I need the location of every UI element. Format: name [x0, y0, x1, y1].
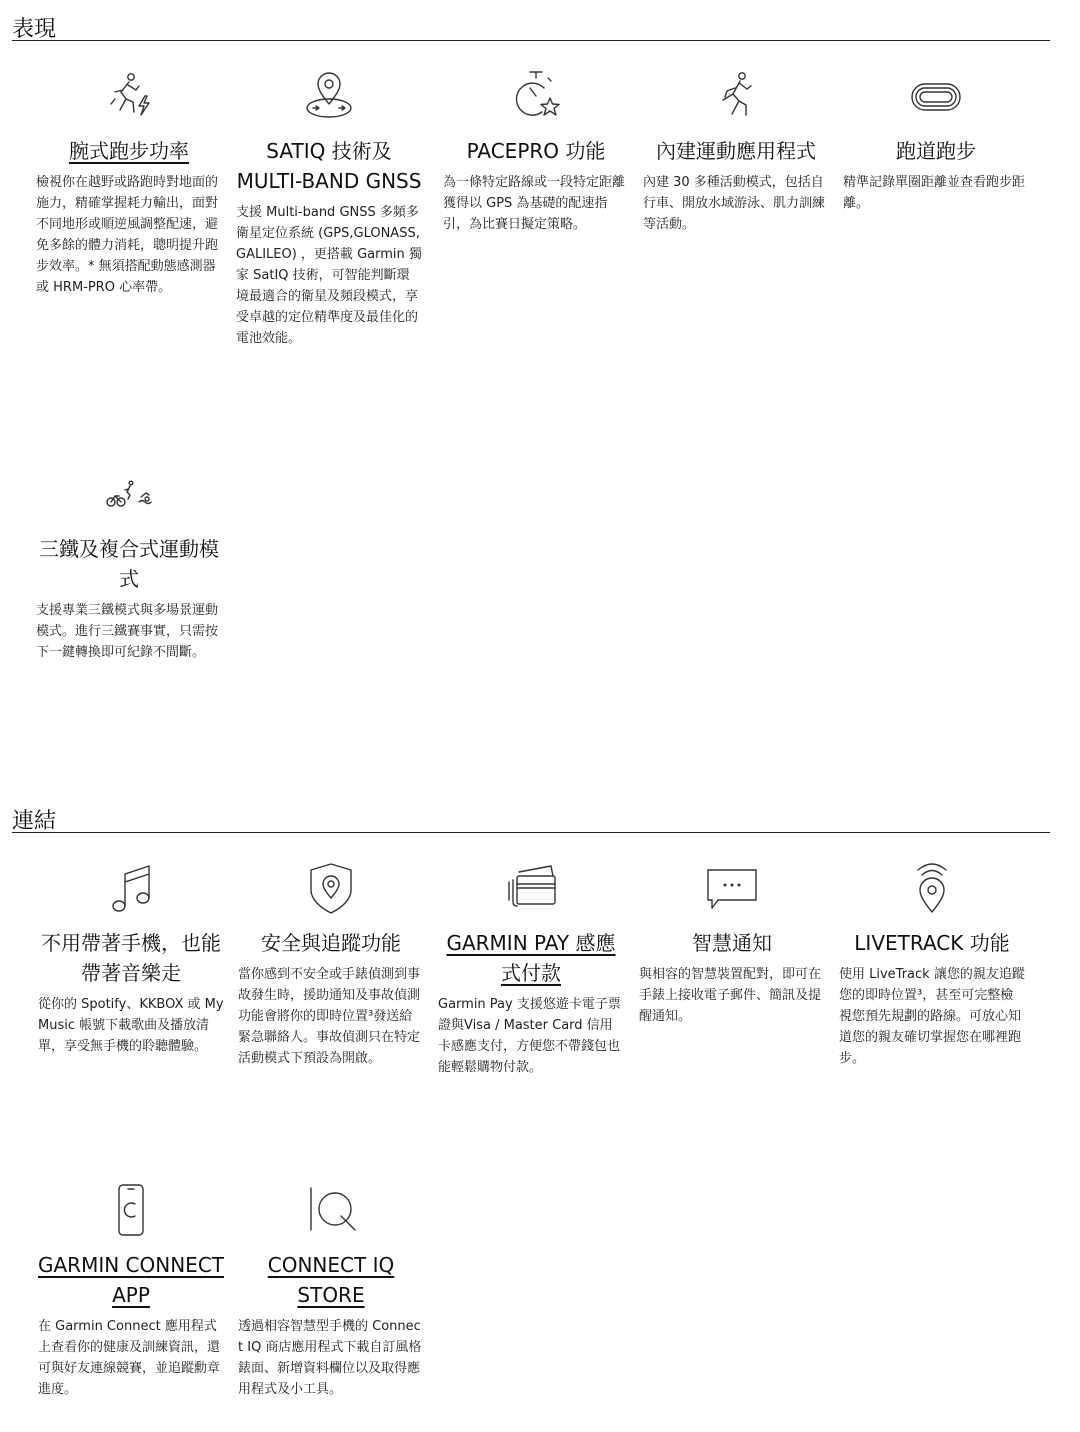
satellite-location-icon [301, 68, 357, 124]
connect-iq-icon [303, 1182, 359, 1238]
feature-description: 與相容的智慧裝置配對，即可在手錶上接收電子郵件、簡訊及提醒通知。 [639, 967, 822, 1024]
chat-bubble-icon [704, 860, 760, 916]
stopwatch-star-icon [508, 68, 564, 124]
feature-title[interactable]: 腕式跑步功率 [69, 139, 189, 163]
feature-description: 透過相容智慧型手機的 Connect IQ 商店應用程式下載自訂風格錶面、新增資料欄位以及取得應用程式及小工具。 [238, 1319, 422, 1397]
feature-smart-notifications [639, 860, 825, 1027]
music-note-icon [103, 860, 159, 916]
feature-pacepro [443, 68, 629, 235]
section-title-performance: 表現 [12, 17, 57, 42]
feature-title[interactable]: GARMIN CONNECT APP [38, 1253, 224, 1307]
feature-garmin-connect [38, 1182, 224, 1400]
feature-title: 不用帶著手機，也能帶著音樂走 [41, 931, 221, 985]
livetrack-pin-icon [904, 860, 960, 916]
runner-icon [708, 68, 764, 124]
feature-description: 內建 30 多種活動模式，包括自行車、開放水域游泳、肌力訓練等活動。 [643, 175, 826, 232]
feature-description: Garmin Pay 支援悠遊卡電子票證與Visa / Master Card 信用卡感應支付，方便您不帶錢包也能輕鬆購物付款。 [438, 997, 621, 1075]
section-divider [12, 40, 1050, 41]
feature-title: 智慧通知 [692, 931, 772, 955]
feature-livetrack [839, 860, 1025, 1069]
feature-description: 支援專業三鐵模式與多場景運動模式。進行三鐵賽事實，只需按下一鍵轉換即可紀錄不間斷。 [36, 603, 219, 660]
feature-title: 跑道跑步 [896, 139, 976, 163]
feature-description: 精準記錄單圈距離並查看跑步距離。 [843, 175, 1026, 211]
running-power-icon [101, 68, 157, 124]
feature-description: 當你感到不安全或手錶偵測到事故發生時，援助通知及事故偵測功能會將你的即時位置³發送給緊急聯絡人。事故偵測只在特定活動模式下預設為開啟。 [238, 967, 421, 1066]
safety-shield-icon [303, 860, 359, 916]
payment-cards-icon [503, 860, 559, 916]
feature-music [38, 860, 224, 1057]
running-track-icon [908, 68, 964, 124]
feature-description: 在 Garmin Connect 應用程式上查看你的健康及訓練資訊，還可與好友連線競賽，並追蹤勳章進度。 [38, 1319, 221, 1397]
feature-title: PACEPRO 功能 [466, 139, 606, 163]
feature-built-in-sports [643, 68, 829, 235]
feature-title: 三鐵及複合式運動模式 [39, 537, 219, 591]
triathlon-icon [101, 466, 157, 522]
feature-description: 使用 LiveTrack 讓您的親友追蹤您的即時位置³，甚至可完整檢視您預先規劃的路線。可放心知道您的親友確切掌握您在哪裡跑步。 [839, 967, 1025, 1066]
feature-description: 從你的 Spotify、KKBOX 或 MyMusic 帳號下載歌曲及播放清單，享受無手機的聆聽體驗。 [38, 997, 224, 1054]
feature-title[interactable]: CONNECT IQ STORE [267, 1253, 395, 1307]
feature-description: 支援 Multi-band GNSS 多頻多衛星定位系統 (GPS,GLONASS,GALILEO) ，更搭載 Garmin 獨家 SatIQ 技術，可智能判斷環境最適合的衛星及頻段模式，享受卓越的定位精準度及最佳化的電池效能。 [236, 205, 422, 346]
feature-track-run [843, 68, 1029, 214]
smartphone-icon [103, 1182, 159, 1238]
feature-title: 安全與追蹤功能 [261, 931, 401, 955]
feature-satiq-gnss [236, 68, 422, 349]
feature-description: 檢視你在越野或路跑時對地面的施力，精確掌握耗力輸出，面對不同地形或順逆風調整配速，避免多餘的體力消耗，聰明提升跑步效率。* 無須搭配動態感測器或 HRM-PRO 心率帶。 [36, 175, 219, 295]
feature-safety [238, 860, 424, 1069]
feature-title: 內建運動應用程式 [656, 139, 816, 163]
feature-connect-iq [238, 1182, 424, 1400]
section-divider [12, 832, 1050, 833]
feature-description: 為一條特定路線或一段特定距離獲得以 GPS 為基礎的配速指引，為比賽日擬定策略。 [443, 175, 626, 232]
feature-title: SATIQ 技術及 MULTI-BAND GNSS [236, 139, 422, 193]
feature-title: LIVETRACK 功能 [854, 931, 1010, 955]
section-title-connectivity: 連結 [12, 809, 57, 834]
feature-running-power [36, 68, 222, 298]
feature-garmin-pay [438, 860, 624, 1078]
feature-triathlon [36, 466, 222, 663]
feature-title[interactable]: GARMIN PAY 感應式付款 [446, 931, 616, 985]
